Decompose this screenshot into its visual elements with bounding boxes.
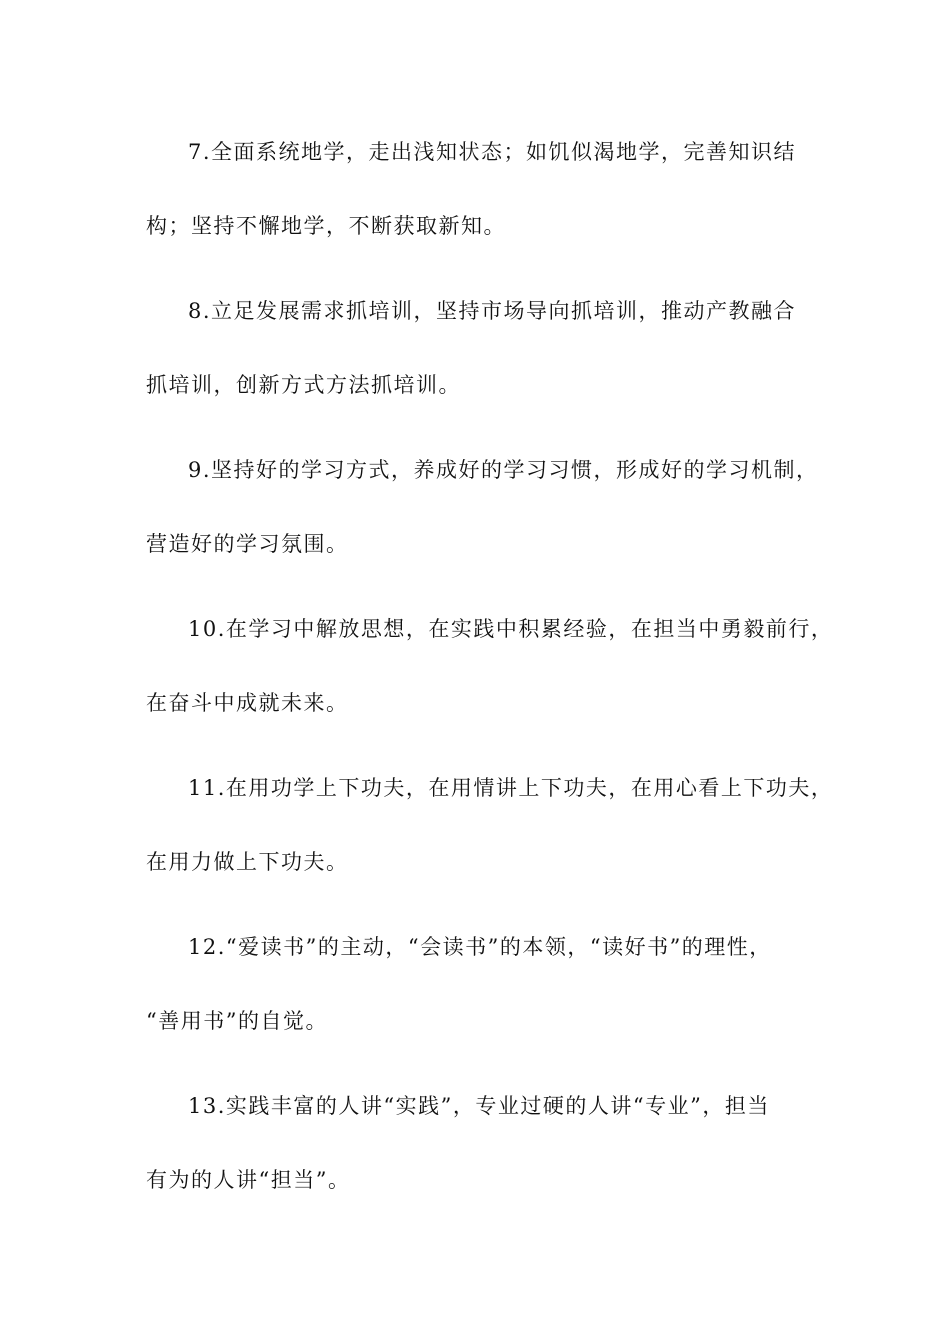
paragraph-line: 抓培训，创新方式方法抓培训。	[146, 373, 461, 397]
paragraph-line: 在奋斗中成就未来。	[146, 691, 349, 715]
paragraph-line: 7.全面系统地学，走出浅知状态；如饥似渴地学，完善知识结	[188, 140, 797, 164]
paragraph-line: 13.实践丰富的人讲“实践”，专业过硬的人讲“专业”，担当	[188, 1094, 770, 1118]
paragraph-line: 10.在学习中解放思想，在实践中积累经验，在担当中勇毅前行，	[188, 617, 834, 641]
paragraph-line: 8.立足发展需求抓培训，坚持市场导向抓培训，推动产教融合	[188, 299, 797, 323]
paragraph-line: 11.在用功学上下功夫，在用情讲上下功夫，在用心看上下功夫，	[188, 776, 834, 800]
paragraph-line: 构；坚持不懈地学，不断获取新知。	[146, 214, 506, 238]
paragraph-line: 在用力做上下功夫。	[146, 850, 349, 874]
paragraph-line: 12.“爱读书”的主动，“会读书”的本领，“读好书”的理性，	[188, 935, 772, 959]
paragraph-line: “善用书”的自觉。	[146, 1009, 328, 1033]
paragraph-line: 9.坚持好的学习方式，养成好的学习习惯，形成好的学习机制，	[188, 458, 819, 482]
paragraph-line: 营造好的学习氛围。	[146, 532, 349, 556]
paragraph-line: 有为的人讲“担当”。	[146, 1168, 351, 1192]
